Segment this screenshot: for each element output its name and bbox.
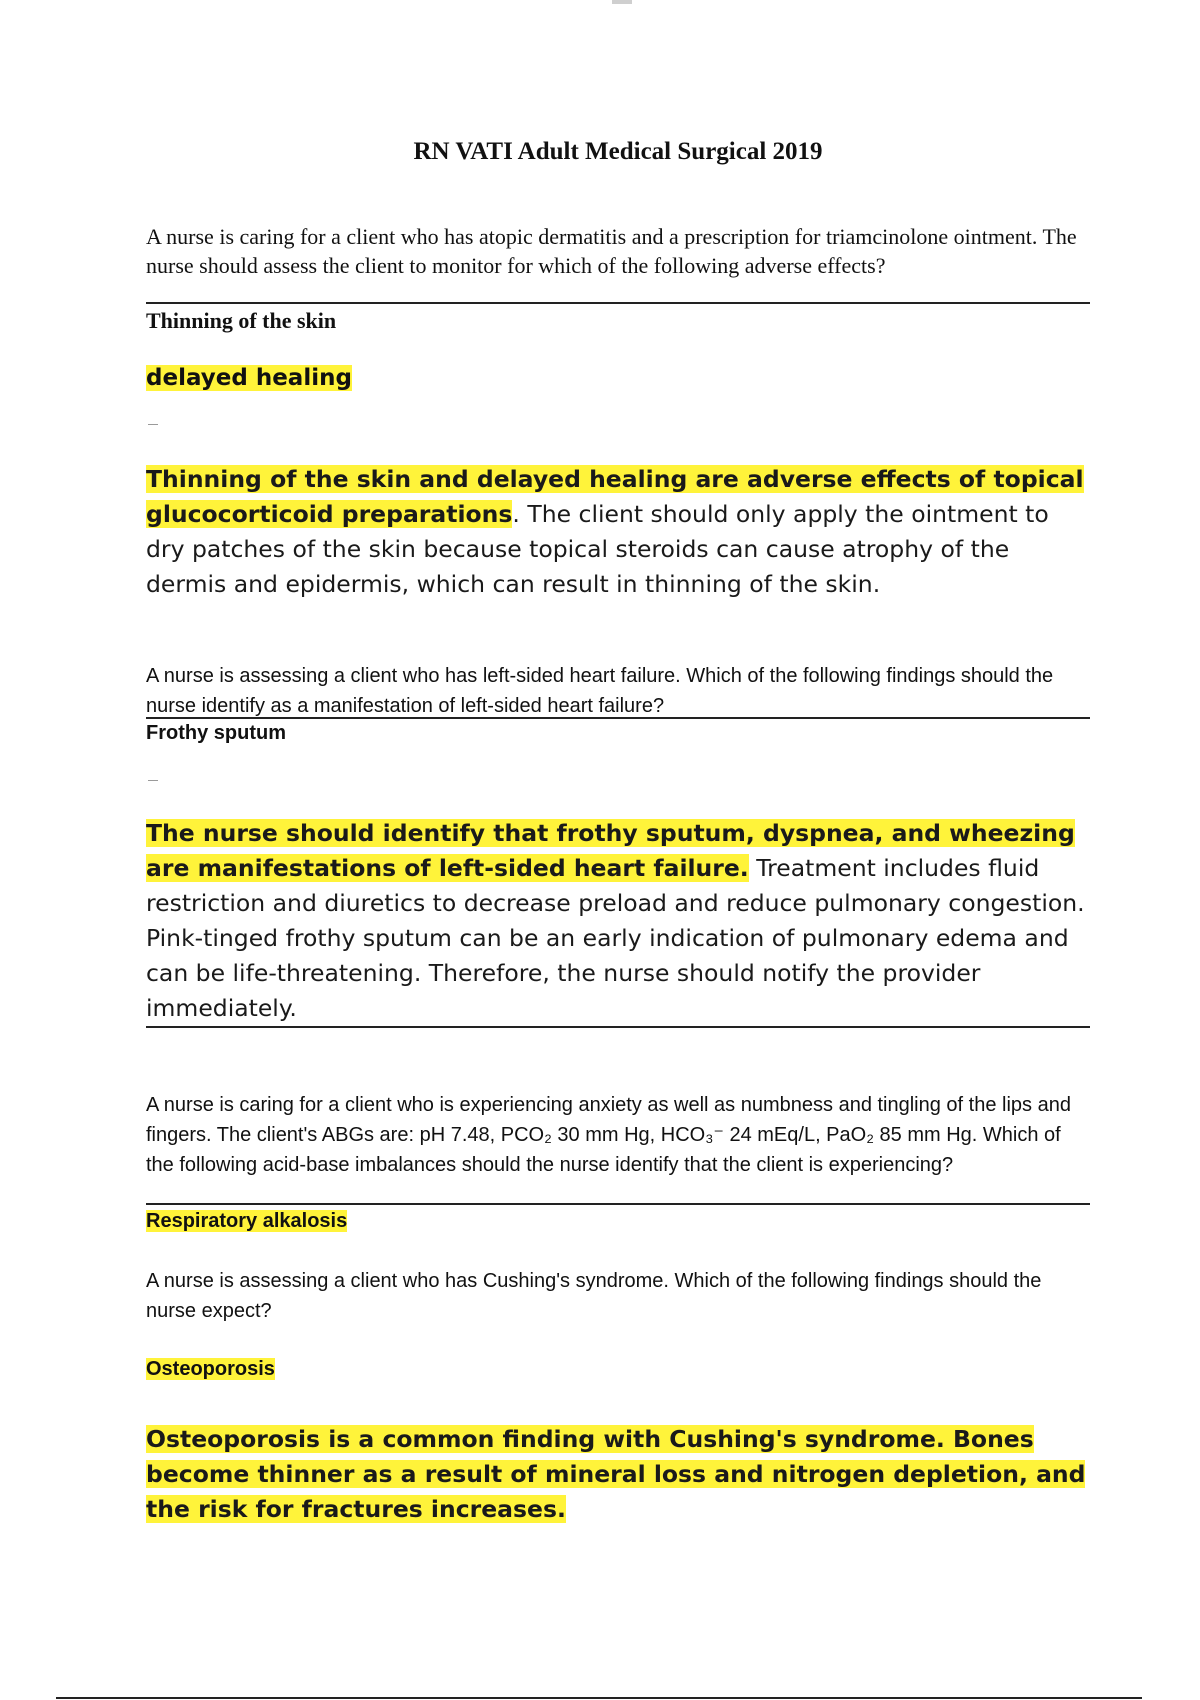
question-2-divider — [146, 717, 1090, 719]
answer-highlight: Respiratory alkalosis — [146, 1210, 348, 1232]
question-3-divider — [146, 1203, 1090, 1205]
explanation-text: . The client should only apply the ointment to dry patches of the skin because topical steroids can cause atrophy of the dermis and epidermis, which can result in thinning of the skin. — [146, 500, 1049, 598]
question-2-answer: Frothy sputum — [146, 722, 286, 744]
page-top-marker — [612, 0, 632, 4]
question-3-text: A nurse is caring for a client who is experiencing anxiety as well as numbness and tingling of the lips and fingers. The client's ABGs are: pH 7.48, PCO₂ 30 mm Hg, HCO₃⁻ 24 mEq/L, PaO₂ 85 mm Hg. Which of the following acid-base imbalances should the nurse identify that the client is experiencing? — [146, 1094, 1071, 1176]
question-4-explanation — [146, 1422, 1090, 1527]
question-2-text: A nurse is assessing a client who has left-sided heart failure. Which of the following findings should the nurse identify as a manifestation of left-sided heart failure? — [146, 665, 1054, 717]
question-1-answer: Thinning of the skin — [146, 308, 337, 333]
explanation-highlight: Thinning of the skin and delayed healing are adverse effects of topical glucocorticoid preparations — [146, 465, 1084, 528]
page-bottom-rule — [56, 1697, 1142, 1699]
question-2-bottom-divider — [146, 1026, 1090, 1028]
answer-2-highlight: delayed healing — [146, 365, 352, 391]
separator-dash — [148, 780, 158, 781]
explanation-highlight: Osteoporosis is a common finding with Cushing's syndrome. Bones become thinner as a result of mineral loss and nitrogen depletion, and the risk for fractures increases. — [146, 1425, 1086, 1523]
question-1-text: A nurse is caring for a client who has atopic dermatitis and a prescription for triamcinolone ointment. The nurse should assess the client to monitor for which of the following adverse effects? — [146, 224, 1077, 278]
answer-highlight: Osteoporosis — [146, 1358, 275, 1380]
separator-dash — [148, 424, 158, 425]
explanation-highlight: The nurse should identify that frothy sputum, dyspnea, and wheezing are manifestations of left-sided heart failure. — [146, 819, 1075, 882]
question-1-divider — [146, 302, 1090, 304]
explanation-text: Treatment includes fluid restriction and diuretics to decrease preload and reduce pulmonary congestion. Pink-tinged frothy sputum can be an early indication of pulmonary edema and can be life-threatening. Therefore, the nurse should notify the provider immediately. — [146, 854, 1085, 1022]
question-4-answer — [146, 1358, 1090, 1381]
question-1-answer-2 — [146, 365, 1090, 391]
document-title: RN VATI Adult Medical Surgical 2019 — [413, 138, 823, 165]
question-2-explanation — [146, 816, 1090, 1026]
question-3-answer — [146, 1210, 1090, 1233]
question-4-text: A nurse is assessing a client who has Cushing's syndrome. Which of the following findings should the nurse expect? — [146, 1270, 1042, 1322]
question-1-explanation — [146, 462, 1090, 602]
